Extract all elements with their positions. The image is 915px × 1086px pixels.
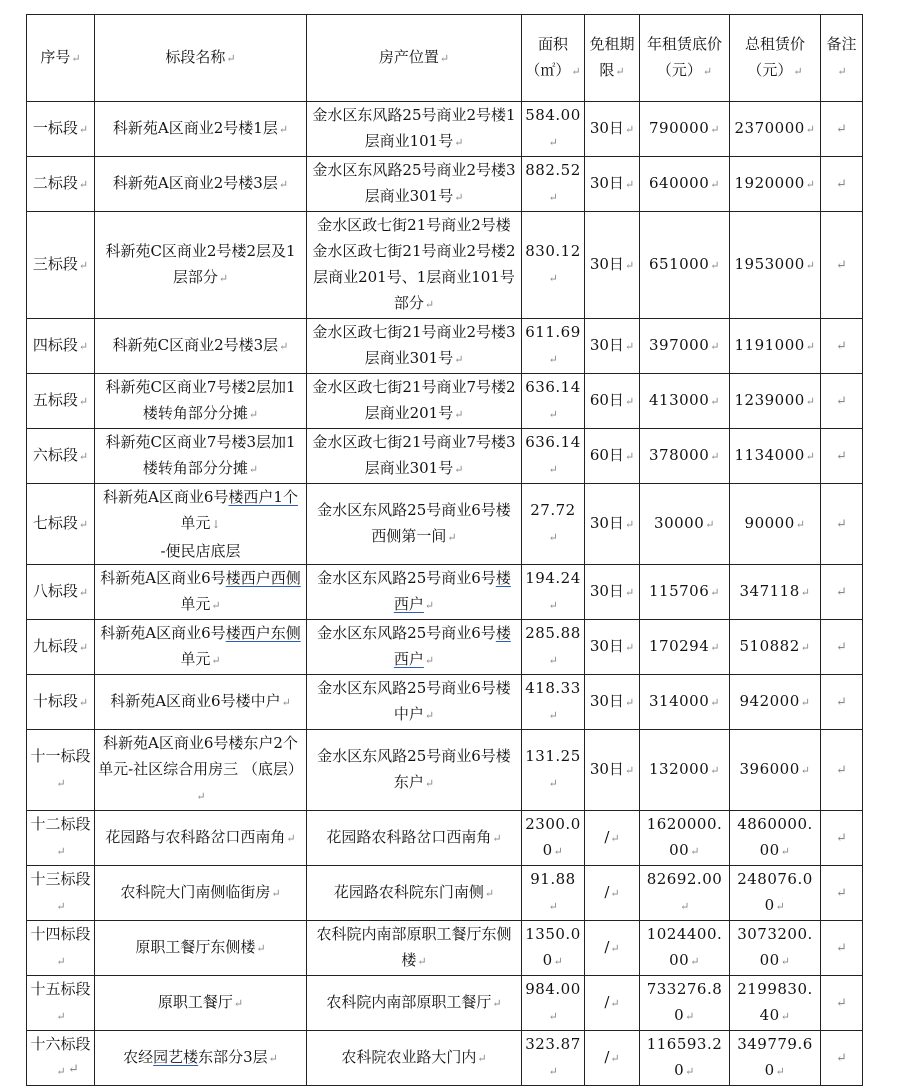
cell-free-period: 30日↵ (585, 620, 640, 675)
cell-free-period: 60日↵ (585, 429, 640, 484)
cell-total-price: 3073200.00↵ (730, 921, 821, 976)
cell-name: 科新苑A区商业6号楼西户1个单元↓ -便民店底层 (95, 484, 307, 565)
cell-name: 科新苑C区商业2号楼2层及1层部分↵ (95, 212, 307, 319)
cell-location: 金水区政七街21号商业7号楼2层商业201号↵ (307, 374, 522, 429)
cell-annual-price: 640000↵ (640, 157, 730, 212)
cell-seq: 一标段↵ (27, 102, 95, 157)
cell-remark: ↵ (821, 675, 863, 730)
cell-free-period: /↵ (585, 976, 640, 1031)
cell-name: 原职工餐厅↵ (95, 976, 307, 1031)
cell-area: 194.24↵ (522, 565, 585, 620)
cell-remark: ↵ (821, 157, 863, 212)
cell-area: 131.25↵ (522, 730, 585, 811)
header-location: 房产位置↵ (307, 15, 522, 102)
cell-remark: ↵ (821, 730, 863, 811)
table-row (27, 811, 863, 866)
cell-annual-price: 413000↵ (640, 374, 730, 429)
cell-location: 农科院内南部原职工餐厅↵ (307, 976, 522, 1031)
cell-remark: ↵ (821, 921, 863, 976)
cell-name: 科新苑A区商业2号楼1层↵ (95, 102, 307, 157)
table-row (27, 1031, 863, 1086)
cell-seq: 八标段↵ (27, 565, 95, 620)
cell-location: 金水区东风路25号商业2号楼3层商业301号↵ (307, 157, 522, 212)
cell-annual-price: 30000↵ (640, 484, 730, 565)
cell-remark: ↵ (821, 811, 863, 866)
cell-location: 花园路农科路岔口西南角↵ (307, 811, 522, 866)
cell-annual-price: 170294↵ (640, 620, 730, 675)
cell-total-price: 396000↵ (730, 730, 821, 811)
cell-total-price: 90000↵ (730, 484, 821, 565)
cell-name: 科新苑A区商业6号楼中户↵ (95, 675, 307, 730)
table-row (27, 921, 863, 976)
cell-annual-price: 1024400.00↵ (640, 921, 730, 976)
header-area: 面积（㎡）↵ (522, 15, 585, 102)
cell-area: 882.52↵ (522, 157, 585, 212)
cell-free-period: 30日↵ (585, 157, 640, 212)
header-remark: 备注↵ (821, 15, 863, 102)
cell-seq: 十二标段↵ (27, 811, 95, 866)
cell-remark: ↵ (821, 319, 863, 374)
cell-annual-price: 116593.20↵ (640, 1031, 730, 1086)
cell-seq: 六标段↵ (27, 429, 95, 484)
cell-remark: ↵ (821, 212, 863, 319)
cell-free-period: 30日↵ (585, 565, 640, 620)
cell-location: 农科院内南部原职工餐厅东侧楼↵ (307, 921, 522, 976)
cell-annual-price: 82692.00↵ (640, 866, 730, 921)
cell-name: 科新苑A区商业6号楼西户西侧单元↵ (95, 565, 307, 620)
table-row (27, 102, 863, 157)
cell-seq: 五标段↵ (27, 374, 95, 429)
cell-name: 原职工餐厅东侧楼↵ (95, 921, 307, 976)
cell-seq: 十六标段↵ (27, 1031, 95, 1086)
cell-area: 830.12↵ (522, 212, 585, 319)
header-seq: 序号↵ (27, 15, 95, 102)
cell-name: 科新苑A区商业6号楼西户东侧单元↵ (95, 620, 307, 675)
cell-annual-price: 651000↵ (640, 212, 730, 319)
cell-total-price: 1920000↵ (730, 157, 821, 212)
cell-seq: 十标段↵ (27, 675, 95, 730)
cell-total-price: 347118↵ (730, 565, 821, 620)
cell-seq: 十一标段↵ (27, 730, 95, 811)
cell-total-price: 1953000↵ (730, 212, 821, 319)
cell-area: 285.88↵ (522, 620, 585, 675)
cell-remark: ↵ (821, 1031, 863, 1086)
cell-remark: ↵ (821, 374, 863, 429)
cell-area: 984.00↵ (522, 976, 585, 1031)
cell-location: 金水区东风路25号商业6号楼西户↵ (307, 565, 522, 620)
cell-free-period: /↵ (585, 811, 640, 866)
cell-area: 418.33↵ (522, 675, 585, 730)
cell-location: 金水区东风路25号商业6号楼中户↵ (307, 675, 522, 730)
table-row (27, 212, 863, 319)
table-row (27, 319, 863, 374)
cell-annual-price: 115706↵ (640, 565, 730, 620)
cell-free-period: 60日↵ (585, 374, 640, 429)
cell-area: 27.72↵ (522, 484, 585, 565)
cell-location: 金水区东风路25号商业6号楼西侧第一间↵ (307, 484, 522, 565)
table-row (27, 675, 863, 730)
cell-annual-price: 397000↵ (640, 319, 730, 374)
cell-location: 花园路农科院东门南侧↵ (307, 866, 522, 921)
cell-total-price: 248076.00↵ (730, 866, 821, 921)
cell-seq: 十四标段↵ (27, 921, 95, 976)
cell-annual-price: 132000↵ (640, 730, 730, 811)
cell-free-period: 30日↵ (585, 484, 640, 565)
cell-remark: ↵ (821, 976, 863, 1031)
lease-table (26, 14, 863, 1086)
cell-name: 农科院大门南侧临街房↵ (95, 866, 307, 921)
cell-annual-price: 733276.80↵ (640, 976, 730, 1031)
cell-free-period: 30日↵ (585, 730, 640, 811)
cell-name: 花园路与农科路岔口西南角↵ (95, 811, 307, 866)
table-row (27, 866, 863, 921)
table-row (27, 374, 863, 429)
cell-area: 323.87↵ (522, 1031, 585, 1086)
cell-seq: 九标段↵ (27, 620, 95, 675)
cell-name: 科新苑C区商业2号楼3层↵ (95, 319, 307, 374)
cell-area: 636.14↵ (522, 374, 585, 429)
cell-total-price: 349779.60↵ (730, 1031, 821, 1086)
cell-free-period: 30日↵ (585, 102, 640, 157)
cell-remark: ↵ (821, 620, 863, 675)
cell-total-price: 4860000.00↵ (730, 811, 821, 866)
table-row (27, 976, 863, 1031)
cell-free-period: 30日↵ (585, 675, 640, 730)
header-free-period: 免租期限↵ (585, 15, 640, 102)
cell-free-period: 30日↵ (585, 319, 640, 374)
cell-seq: 七标段↵ (27, 484, 95, 565)
cell-annual-price: 314000↵ (640, 675, 730, 730)
paragraph-mark: ↵ (68, 1062, 79, 1077)
cell-total-price: 510882↵ (730, 620, 821, 675)
cell-seq: 十三标段↵ (27, 866, 95, 921)
cell-area: 584.00↵ (522, 102, 585, 157)
cell-location: 金水区政七街21号商业2号楼金水区政七街21号商业2号楼2层商业201号、1层商业101号部分↵ (307, 212, 522, 319)
cell-total-price: 2370000↵ (730, 102, 821, 157)
cell-location: 金水区东风路25号商业2号楼1层商业101号↵ (307, 102, 522, 157)
cell-seq: 三标段↵ (27, 212, 95, 319)
cell-remark: ↵ (821, 484, 863, 565)
header-name: 标段名称↵ (95, 15, 307, 102)
cell-free-period: /↵ (585, 921, 640, 976)
cell-total-price: 1191000↵ (730, 319, 821, 374)
cell-area: 2300.00↵ (522, 811, 585, 866)
table-row (27, 157, 863, 212)
cell-remark: ↵ (821, 565, 863, 620)
header-total-price: 总租赁价（元）↵ (730, 15, 821, 102)
cell-location: 金水区东风路25号商业6号楼西户↵ (307, 620, 522, 675)
cell-name: 科新苑A区商业6号楼东户2个单元-社区综合用房三 （底层）↵ (95, 730, 307, 811)
cell-seq: 十五标段↵ (27, 976, 95, 1031)
cell-free-period: /↵ (585, 866, 640, 921)
cell-name: 科新苑C区商业7号楼2层加1楼转角部分分摊↵ (95, 374, 307, 429)
cell-total-price: 942000↵ (730, 675, 821, 730)
cell-total-price: 1239000↵ (730, 374, 821, 429)
table-row (27, 730, 863, 811)
cell-location: 农科院农业路大门内↵ (307, 1031, 522, 1086)
cell-total-price: 1134000↵ (730, 429, 821, 484)
table-row (27, 429, 863, 484)
table-row (27, 620, 863, 675)
cell-location: 金水区政七街21号商业2号楼3层商业301号↵ (307, 319, 522, 374)
header-row (27, 15, 863, 102)
cell-area: 611.69↵ (522, 319, 585, 374)
cell-name: 农经园艺楼东部分3层↵ (95, 1031, 307, 1086)
cell-location: 金水区东风路25号商业6号楼东户↵ (307, 730, 522, 811)
cell-location: 金水区政七街21号商业7号楼3层商业301号↵ (307, 429, 522, 484)
cell-remark: ↵ (821, 102, 863, 157)
cell-area: 1350.00↵ (522, 921, 585, 976)
table-row (27, 565, 863, 620)
header-annual-price: 年租赁底价（元）↵ (640, 15, 730, 102)
cell-free-period: /↵ (585, 1031, 640, 1086)
cell-name: 科新苑C区商业7号楼3层加1楼转角部分分摊↵ (95, 429, 307, 484)
cell-area: 636.14↵ (522, 429, 585, 484)
cell-remark: ↵ (821, 429, 863, 484)
cell-annual-price: 378000↵ (640, 429, 730, 484)
table-row (27, 484, 863, 565)
cell-area: 91.88↵ (522, 866, 585, 921)
cell-remark: ↵ (821, 866, 863, 921)
cell-seq: 二标段↵ (27, 157, 95, 212)
cell-total-price: 2199830.40↵ (730, 976, 821, 1031)
cell-free-period: 30日↵ (585, 212, 640, 319)
cell-seq: 四标段↵ (27, 319, 95, 374)
cell-annual-price: 790000↵ (640, 102, 730, 157)
cell-annual-price: 1620000.00↵ (640, 811, 730, 866)
cell-name: 科新苑A区商业2号楼3层↵ (95, 157, 307, 212)
